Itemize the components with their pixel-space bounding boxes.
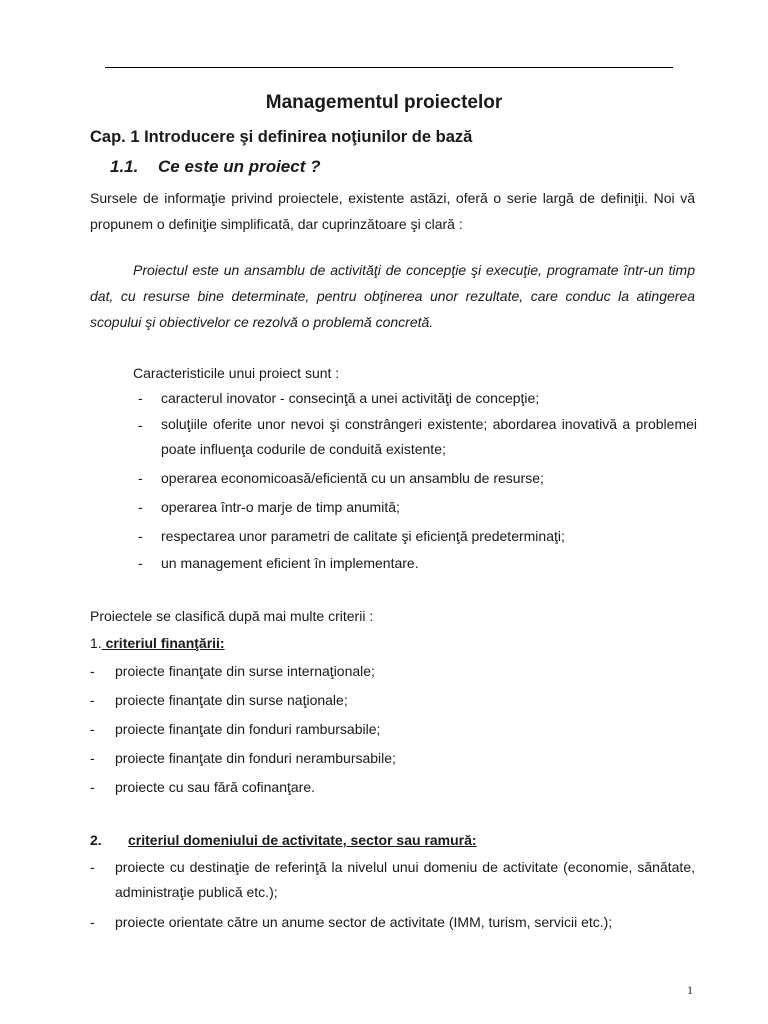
- bullet-dash: -: [90, 750, 95, 766]
- bullet-dash: -: [138, 390, 143, 406]
- criterion-number: 2.: [90, 832, 102, 848]
- list-item: respectarea unor parametri de calitate şi eficienţă predeterminaţi;: [161, 528, 565, 544]
- bullet-dash: -: [90, 692, 95, 708]
- list-item: caracterul inovator - consecinţă a unei activităţi de concepţie;: [161, 390, 540, 406]
- bullet-dash: -: [90, 859, 95, 875]
- list-item: proiecte finanţate din fonduri nerambursabile;: [115, 750, 396, 766]
- criterion-label: criteriul domeniului de activitate, sector sau ramură:: [128, 832, 477, 848]
- characteristics-heading: Caracteristicile unui proiect sunt :: [133, 365, 340, 381]
- bullet-dash: -: [138, 499, 143, 515]
- intro-paragraph: Sursele de informaţie privind proiectele, existente astăzi, oferă o serie largă de definiţii. Noi vă propunem o definiţie simplificată, dar cuprinzătoare şi clară :: [90, 190, 695, 232]
- list-item: proiecte finanţate din surse internaţionale;: [115, 663, 375, 679]
- criterion-1-heading: [90, 635, 225, 651]
- list-item: proiecte finanţate din fonduri rambursabile;: [115, 721, 381, 737]
- list-item: operarea într-o marje de timp anumită;: [161, 499, 400, 515]
- bullet-dash: -: [90, 914, 95, 930]
- list-item: proiecte cu destinaţie de referinţă la nivelul unui domeniu de activitate (economie, sănătate, administraţie publică etc.);: [115, 859, 695, 900]
- bullet-dash: -: [138, 528, 143, 544]
- criterion-2-heading: [90, 832, 477, 848]
- section-title: Ce este un proiect ?: [158, 157, 321, 176]
- header-rule: [105, 67, 673, 68]
- bullet-dash: -: [90, 721, 95, 737]
- page-number: 1: [687, 983, 693, 997]
- bullet-dash: -: [90, 663, 95, 679]
- bullet-dash: -: [138, 417, 143, 433]
- list-item: soluţiile oferite unor nevoi şi constrângeri existente; abordarea inovativă a problemei poate influenţa codurile de conduită existente;: [161, 416, 697, 457]
- document-title: Managementul proiectelor: [265, 92, 503, 113]
- bullet-dash: -: [138, 555, 143, 571]
- list-item: proiecte finanţate din surse naţionale;: [115, 692, 348, 708]
- list-item: proiecte cu sau fără cofinanţare.: [115, 779, 316, 795]
- bullet-dash: -: [90, 779, 95, 795]
- chapter-heading: Cap. 1 Introducere şi definirea noţiunilor de bază: [90, 128, 473, 146]
- classification-intro: Proiectele se clasifică după mai multe criterii :: [90, 608, 374, 624]
- bullet-dash: -: [138, 470, 143, 486]
- section-number: 1.1.: [110, 157, 139, 176]
- list-item: proiecte orientate către un anume sector de activitate (IMM, turism, servicii etc.);: [115, 914, 613, 930]
- section-heading: [110, 157, 320, 177]
- list-item: operarea economicoasă/eficientă cu un ansamblu de resurse;: [161, 470, 544, 486]
- criterion-number: 1.: [90, 635, 102, 651]
- criterion-label: criteriul finanţării:: [101, 635, 225, 651]
- list-item: un management eficient în implementare.: [161, 555, 419, 571]
- definition-paragraph: Proiectul este un ansamblu de activităţi de concepţie şi execuţie, programate într-un timp dat, cu resurse bine determinate, pentru obţinerea unor rezultate, care conduc la atingerea scopului şi obiectivelor ce rezolvă o problemă concretă.: [90, 262, 695, 330]
